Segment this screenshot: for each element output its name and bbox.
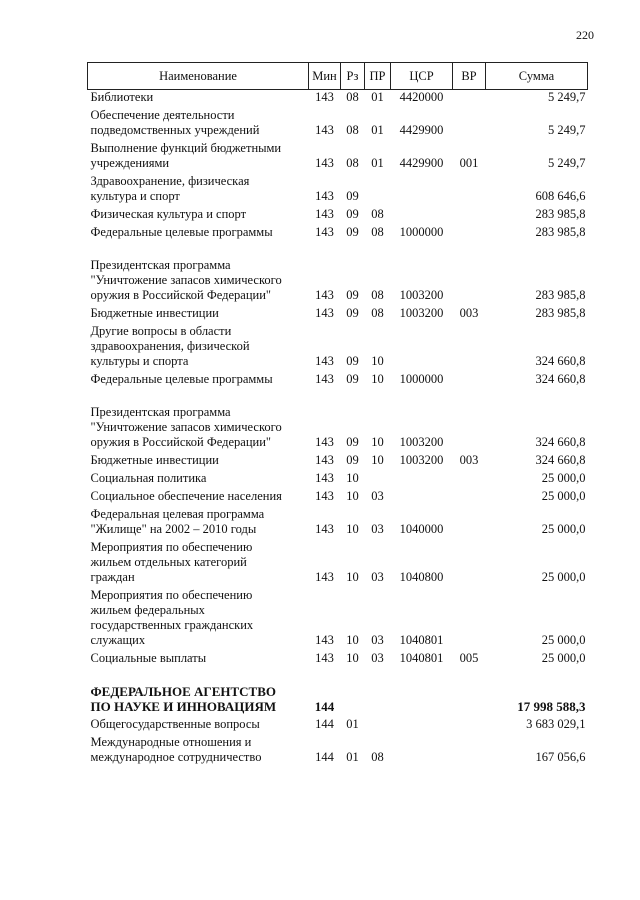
row-min: 143 [315, 189, 334, 203]
table-row [88, 90, 588, 106]
row-name [88, 486, 309, 504]
row-pr: 01 [371, 156, 384, 170]
row-vr: 005 [459, 651, 479, 665]
row-csr [391, 732, 453, 765]
row-name [88, 504, 309, 537]
row-sum: 5 249,7 [548, 90, 586, 104]
row-name-line: культуры и спорта [90, 354, 189, 368]
header-vr: ВР [453, 63, 486, 90]
table-row [88, 387, 588, 450]
row-sum: 324 660,8 [535, 354, 586, 368]
table-body [88, 90, 588, 766]
row-name [88, 450, 309, 468]
row-sum: 25 000,0 [541, 489, 586, 503]
row-name-line: Федеральные целевые программы [90, 225, 273, 239]
row-name [88, 648, 309, 666]
row-name-line: Библиотеки [90, 90, 154, 104]
row-name-line: "Жилище" на 2002 – 2010 годы [90, 522, 257, 536]
row-vr [453, 468, 486, 486]
row-vr [453, 171, 486, 204]
row-sum: 5 249,7 [548, 156, 586, 170]
row-name-line: жильем отдельных категорий [90, 555, 247, 569]
table-header [88, 63, 588, 90]
row-min: 144 [314, 699, 335, 714]
row-csr [391, 171, 453, 204]
row-pr: 03 [371, 570, 384, 584]
row-sum: 324 660,8 [535, 435, 586, 449]
row-name-line: Обеспечение деятельности [90, 108, 235, 122]
row-min: 143 [315, 453, 334, 467]
row-min: 143 [315, 225, 334, 239]
row-vr [453, 204, 486, 222]
row-vr [453, 486, 486, 504]
row-name [88, 321, 309, 369]
row-min: 143 [315, 354, 334, 368]
row-min: 144 [315, 750, 334, 764]
row-vr: 001 [459, 156, 479, 170]
row-vr [453, 714, 486, 732]
row-rz: 09 [346, 207, 359, 221]
row-vr [453, 369, 486, 387]
row-name-line: Другие вопросы в области [90, 324, 232, 338]
row-name-line: подведомственных учреждений [90, 123, 260, 137]
row-name [88, 468, 309, 486]
row-pr: 10 [371, 453, 384, 467]
page-number: 220 [576, 28, 594, 42]
row-pr: 03 [371, 633, 384, 647]
header-csr: ЦСР [391, 63, 453, 90]
row-sum: 25 000,0 [541, 522, 586, 536]
table-row [88, 585, 588, 648]
row-pr: 10 [371, 354, 384, 368]
row-sum: 25 000,0 [541, 633, 586, 647]
row-name-line: Здравоохранение, физическая [90, 174, 250, 188]
row-rz: 08 [346, 156, 359, 170]
row-sum: 324 660,8 [535, 372, 586, 386]
row-csr [391, 468, 453, 486]
table-row [88, 222, 588, 240]
row-name-line: Федеральная целевая программа [90, 507, 265, 521]
row-name-line: ФЕДЕРАЛЬНОЕ АГЕНТСТВО [90, 684, 276, 699]
row-sum: 608 646,6 [535, 189, 586, 203]
header-rz: Рз [341, 63, 365, 90]
row-csr: 4429900 [399, 156, 444, 170]
table-row [88, 537, 588, 585]
row-vr [453, 387, 486, 450]
row-min: 143 [315, 207, 334, 221]
row-min: 143 [315, 372, 334, 386]
table-row [88, 240, 588, 303]
row-csr: 1003200 [399, 435, 444, 449]
row-name-line: оружия в Российской Федерации" [90, 435, 272, 449]
row-rz: 09 [346, 435, 359, 449]
row-name-line: ПО НАУКЕ И ИННОВАЦИЯМ [90, 699, 277, 714]
row-vr [453, 585, 486, 648]
row-vr [453, 504, 486, 537]
row-sum: 283 985,8 [535, 288, 586, 302]
header-name: Наименование [88, 63, 309, 90]
row-min: 143 [315, 123, 334, 137]
row-rz: 10 [346, 471, 359, 485]
row-csr [391, 486, 453, 504]
table-row [88, 369, 588, 387]
row-rz: 09 [346, 306, 359, 320]
row-vr [453, 105, 486, 138]
row-name [88, 303, 309, 321]
row-name [88, 222, 309, 240]
row-rz: 01 [346, 717, 359, 731]
row-name-line: Бюджетные инвестиции [90, 453, 219, 467]
row-pr: 08 [371, 288, 384, 302]
row-rz: 10 [346, 522, 359, 536]
row-name [88, 90, 309, 106]
row-sum: 17 998 588,3 [517, 699, 586, 714]
row-name-line: государственных гражданских [90, 618, 254, 632]
table-row [88, 105, 588, 138]
row-name [88, 240, 309, 303]
row-vr [453, 537, 486, 585]
row-rz: 09 [346, 288, 359, 302]
row-name-line: Президентская программа [90, 258, 231, 272]
row-name-line: культура и спорт [90, 189, 180, 203]
row-sum: 324 660,8 [535, 453, 586, 467]
row-pr [365, 714, 391, 732]
row-csr: 1040801 [399, 651, 444, 665]
row-name [88, 714, 309, 732]
row-sum: 25 000,0 [541, 651, 586, 665]
row-min: 143 [315, 435, 334, 449]
row-pr [365, 468, 391, 486]
table-row [88, 732, 588, 765]
table-row [88, 468, 588, 486]
row-name [88, 171, 309, 204]
row-pr: 01 [371, 123, 384, 137]
row-name-line: Социальное обеспечение населения [90, 489, 282, 503]
row-pr: 08 [371, 750, 384, 764]
row-sum: 283 985,8 [535, 306, 586, 320]
row-csr [391, 714, 453, 732]
table-row [88, 303, 588, 321]
row-csr: 1040801 [399, 633, 444, 647]
row-vr: 003 [459, 306, 479, 320]
table-row [88, 138, 588, 171]
header-min: Мин [309, 63, 341, 90]
row-min: 143 [315, 633, 334, 647]
row-pr: 10 [371, 435, 384, 449]
row-name [88, 585, 309, 648]
table-row [88, 486, 588, 504]
row-vr [453, 240, 486, 303]
row-csr: 1003200 [399, 288, 444, 302]
row-csr [391, 204, 453, 222]
row-rz: 09 [346, 225, 359, 239]
row-csr [391, 321, 453, 369]
row-name-line: Федеральные целевые программы [90, 372, 273, 386]
row-csr: 4429900 [399, 123, 444, 137]
row-name-line: Президентская программа [90, 405, 231, 419]
row-rz: 09 [346, 354, 359, 368]
row-sum: 25 000,0 [541, 471, 586, 485]
row-csr: 1003200 [399, 453, 444, 467]
row-csr: 1003200 [399, 306, 444, 320]
row-rz: 10 [346, 633, 359, 647]
row-vr [453, 666, 486, 714]
row-rz: 10 [346, 570, 359, 584]
row-name [88, 666, 309, 714]
row-rz: 10 [346, 651, 359, 665]
row-csr: 1040000 [399, 522, 444, 536]
row-min: 143 [315, 570, 334, 584]
row-name-line: "Уничтожение запасов химического [90, 273, 282, 287]
row-name-line: Социальные выплаты [90, 651, 207, 665]
row-csr: 1000000 [399, 372, 444, 386]
row-name-line: Физическая культура и спорт [90, 207, 247, 221]
row-rz: 01 [346, 750, 359, 764]
table-row [88, 648, 588, 666]
row-pr: 08 [371, 306, 384, 320]
table-row [88, 504, 588, 537]
row-name [88, 105, 309, 138]
table-row [88, 321, 588, 369]
row-name-line: граждан [90, 570, 135, 584]
row-name-line: учреждениями [90, 156, 170, 170]
row-vr [453, 321, 486, 369]
row-min: 143 [315, 522, 334, 536]
table-row [88, 714, 588, 732]
row-pr: 08 [371, 225, 384, 239]
row-name-line: оружия в Российской Федерации" [90, 288, 272, 302]
table-row [88, 171, 588, 204]
row-rz: 08 [346, 90, 359, 104]
row-name [88, 204, 309, 222]
row-rz: 09 [346, 453, 359, 467]
row-name [88, 387, 309, 450]
row-name [88, 369, 309, 387]
row-name-line: жильем федеральных [90, 603, 205, 617]
row-rz: 09 [346, 372, 359, 386]
row-min: 143 [315, 306, 334, 320]
row-name-line: Общегосударственные вопросы [90, 717, 260, 731]
row-min: 143 [315, 471, 334, 485]
row-csr: 1040800 [399, 570, 444, 584]
row-name-line: Выполнение функций бюджетными [90, 141, 282, 155]
row-pr [365, 171, 391, 204]
row-csr: 4420000 [399, 90, 444, 104]
row-name-line: "Уничтожение запасов химического [90, 420, 282, 434]
row-min: 143 [315, 90, 334, 104]
row-name-line: Мероприятия по обеспечению [90, 540, 253, 554]
row-name [88, 138, 309, 171]
row-sum: 283 985,8 [535, 207, 586, 221]
row-pr [365, 666, 391, 714]
row-vr [453, 90, 486, 106]
row-min: 143 [315, 156, 334, 170]
row-min: 143 [315, 651, 334, 665]
row-csr [391, 666, 453, 714]
row-rz: 09 [346, 189, 359, 203]
table-row [88, 204, 588, 222]
row-name-line: международное сотрудничество [90, 750, 262, 764]
row-name-line: Международные отношения и [90, 735, 252, 749]
row-sum: 167 056,6 [535, 750, 586, 764]
row-rz: 08 [346, 123, 359, 137]
row-rz [341, 666, 365, 714]
row-vr [453, 732, 486, 765]
row-name-line: Социальная политика [90, 471, 207, 485]
row-name-line: Мероприятия по обеспечению [90, 588, 253, 602]
table-row [88, 450, 588, 468]
row-vr: 003 [459, 453, 479, 467]
row-pr: 08 [371, 207, 384, 221]
row-pr: 03 [371, 651, 384, 665]
row-csr: 1000000 [399, 225, 444, 239]
row-pr: 03 [371, 489, 384, 503]
budget-table [87, 62, 588, 765]
row-sum: 3 683 029,1 [526, 717, 586, 731]
row-min: 143 [315, 288, 334, 302]
header-pr: ПР [365, 63, 391, 90]
row-sum: 25 000,0 [541, 570, 586, 584]
row-name [88, 537, 309, 585]
row-name-line: здравоохранения, физической [90, 339, 250, 353]
row-rz: 10 [346, 489, 359, 503]
row-sum: 283 985,8 [535, 225, 586, 239]
row-min: 144 [315, 717, 334, 731]
row-pr: 10 [371, 372, 384, 386]
row-min: 143 [315, 489, 334, 503]
row-vr [453, 222, 486, 240]
row-name-line: служащих [90, 633, 146, 647]
table-row [88, 666, 588, 714]
row-pr: 03 [371, 522, 384, 536]
row-name-line: Бюджетные инвестиции [90, 306, 219, 320]
row-pr: 01 [371, 90, 384, 104]
row-sum: 5 249,7 [548, 123, 586, 137]
header-sum: Сумма [486, 63, 588, 90]
row-name [88, 732, 309, 765]
